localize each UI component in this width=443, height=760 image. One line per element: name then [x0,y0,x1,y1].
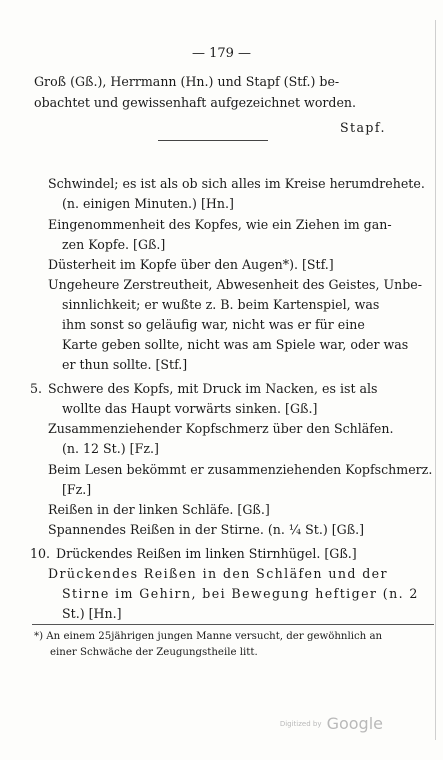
symptom-4-line-2: sinnlichkeit; er wußte z. B. beim Kartenspiel, was [62,297,380,312]
entry-number-10: 10. [30,546,51,561]
watermark-prefix: Digitized by [279,720,322,728]
symptom-7-line-1: Beim Lesen bekömmt er zusammenziehenden Kopfschmerz. [48,462,433,477]
page-number: — 179 — [191,46,252,61]
footnote-line-1: *) An einem 25jährigen jungen Manne versucht, der gewöhnlich an [34,631,383,642]
symptom-1-line-2: (n. einigen Minuten.) [Hn.] [62,196,234,211]
symptom-6-line-1: Zusammenziehender Kopfschmerz über den Schläfen. [48,421,394,436]
symptom-3: Düsterheit im Kopfe über den Augen*). [Stf.] [48,257,334,272]
intro-line-2: obachtet und gewissenhaft aufgezeichnet worden. [34,95,357,110]
author-signature: Stapf. [340,120,386,135]
symptom-11-line-3: St.) [Hn.] [62,606,122,621]
symptom-4-line-1: Ungeheure Zerstreutheit, Abwesenheit des Geistes, Unbe- [48,277,422,292]
scan-edge [435,20,436,740]
symptom-11-line-2: Stirne im Gehirn, bei Bewegung heftiger (n. 2 [62,586,419,601]
symptom-4-line-5: er thun sollte. [Stf.] [62,357,188,372]
symptom-11-line-1: Drückendes Reißen in den Schläfen und der [48,566,388,581]
symptom-1-line-1: Schwindel; es ist als ob sich alles im Kreise herumdrehete. [48,176,425,191]
symptom-7-line-2: [Fz.] [62,482,92,497]
symptom-2-line-2: zen Kopfe. [Gß.] [62,237,166,252]
symptom-10: Drückendes Reißen im linken Stirnhügel. [Gß.] [56,546,357,561]
section-divider [158,140,268,141]
digitized-by-google-watermark [280,714,383,733]
symptom-9: Spannendes Reißen in der Stirne. (n. ¼ St.) [Gß.] [48,522,365,537]
intro-line-1: Groß (Gß.), Herrmann (Hn.) und Stapf (Stf.) be- [34,74,340,89]
symptom-8: Reißen in der linken Schläfe. [Gß.] [48,502,270,517]
footnote-line-2: einer Schwäche der Zeugungstheile litt. [50,647,258,658]
entry-number-5: 5. [30,381,43,396]
google-logo: Google [326,714,383,733]
symptom-5-line-2: wollte das Haupt vorwärts sinken. [Gß.] [62,401,318,416]
symptom-4-line-3: ihm sonst so geläufig war, nicht was er für eine [62,317,365,332]
symptom-4-line-4: Karte geben sollte, nicht was am Spiele war, oder was [62,337,409,352]
symptom-6-line-2: (n. 12 St.) [Fz.] [62,441,159,456]
symptom-5-line-1: Schwere des Kopfs, mit Druck im Nacken, es ist als [48,381,378,396]
footnote-divider [32,624,434,625]
symptom-2-line-1: Eingenommenheit des Kopfes, wie ein Ziehen im gan- [48,217,392,232]
